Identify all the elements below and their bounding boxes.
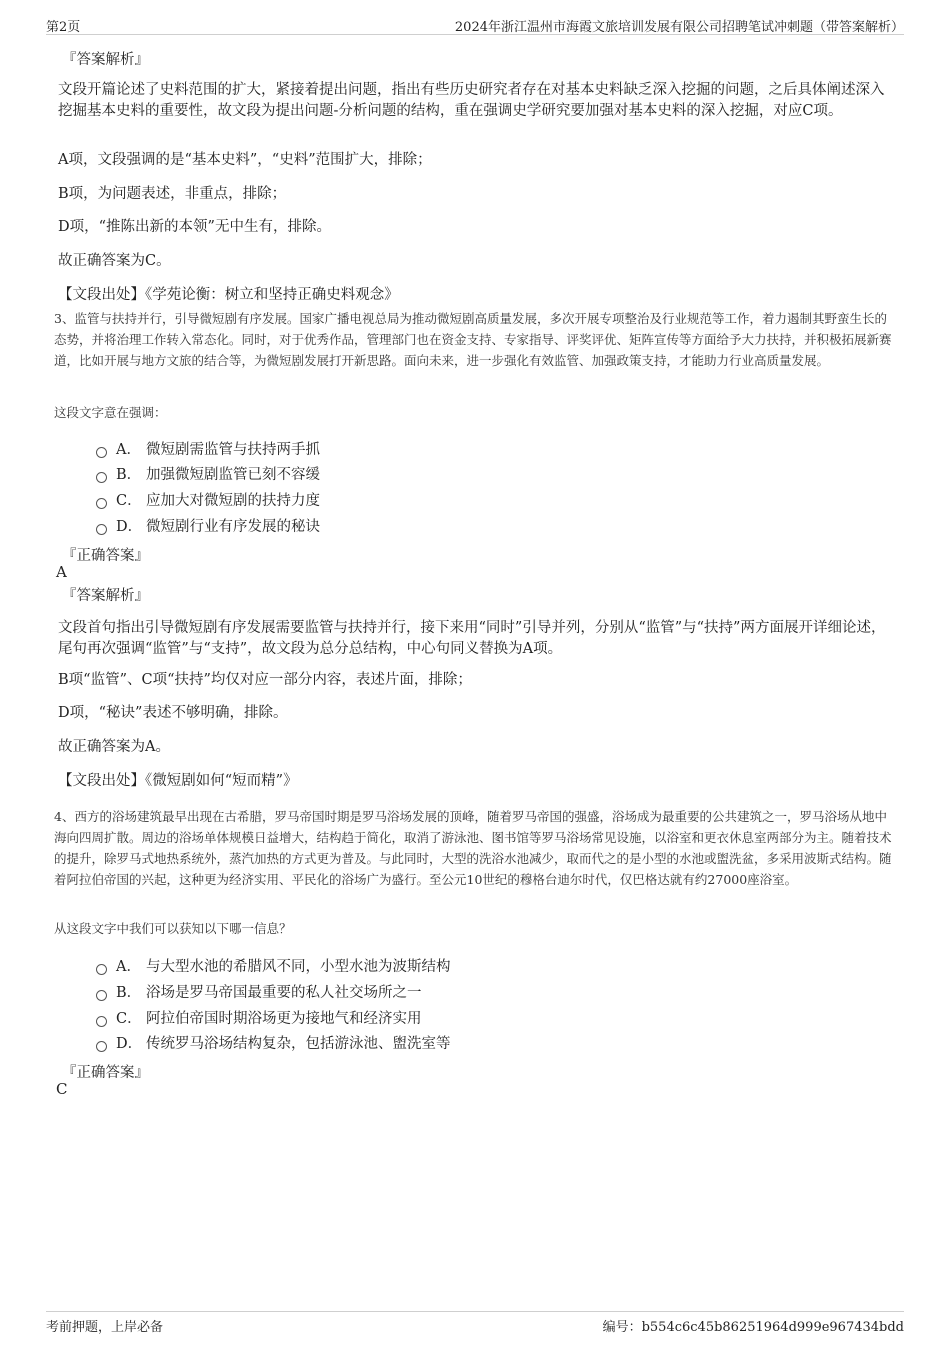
option-a[interactable]: A． 与大型水池的希腊风不同，小型水池为波斯结构	[96, 955, 451, 977]
analysis-paragraph: 文段首句指出引导微短剧有序发展需要监管与扶持并行，接下来用“同时”引导并列，分别从“监管”与“扶持”两方面展开详细论述，尾句再次强调“监管”与“支持”，故文段为总分总结构，中心句同义替换为A项。	[58, 620, 886, 657]
radio-icon[interactable]	[96, 498, 107, 509]
option-c[interactable]: C． 阿拉伯帝国时期浴场更为接地气和经济实用	[96, 1007, 422, 1029]
footer-slogan: 考前押题，上岸必备	[46, 1320, 164, 1335]
analysis-line: B项“监管”、C项“扶持”均仅对应一部分内容，表述片面，排除；	[58, 672, 472, 688]
answer-heading: 『正确答案』	[62, 1065, 149, 1081]
option-b[interactable]: B． 浴场是罗马帝国最重要的私人社交场所之一	[96, 981, 422, 1003]
radio-icon[interactable]	[96, 1016, 107, 1027]
correct-answer: A	[56, 563, 67, 581]
source-citation: 【文段出处】《微短剧如何“短而精”》	[58, 773, 298, 789]
question-prompt: 从这段文字中我们可以获知以下哪一信息？	[54, 921, 292, 936]
radio-icon[interactable]	[96, 990, 107, 1001]
analysis-line: D项，“推陈出新的本领”无中生有，排除。	[58, 219, 331, 235]
answer-heading: 『正确答案』	[62, 548, 149, 564]
analysis-line: B项，为问题表述，非重点，排除；	[58, 186, 287, 202]
radio-icon[interactable]	[96, 1041, 107, 1052]
radio-icon[interactable]	[96, 447, 107, 458]
option-c[interactable]: C． 应加大对微短剧的扶持力度	[96, 489, 320, 511]
source-citation: 【文段出处】《学苑论衡：树立和坚持正确史料观念》	[58, 287, 399, 303]
document-title: 2024年浙江温州市海霞文旅培训发展有限公司招聘笔试冲刺题（带答案解析）	[454, 20, 904, 35]
analysis-paragraph: 文段开篇论述了史料范围的扩大，紧接着提出问题，指出有些历史研究者存在对基本史料缺乏深入挖掘的问题，之后具体阐述深入挖掘基本史料的重要性，故文段为提出问题-分析问题的结构，重在强调史学研究要加强对基本史料的深入挖掘，对应C项。	[58, 82, 885, 119]
analysis-line: D项，“秘诀”表述不够明确，排除。	[58, 705, 288, 721]
conclusion: 故正确答案为A。	[58, 739, 170, 755]
question-text: 4、西方的浴场建筑最早出现在古希腊，罗马帝国时期是罗马浴场发展的顶峰，随着罗马帝国的强盛，浴场成为最重要的公共建筑之一，罗马浴场从地中海向四周扩散。周边的浴场单体规模日益增大，结构趋于简化，取消了游泳池、图书馆等罗马浴场常见设施，以浴室和更衣休息室两部分为主。随着技术的提升，除罗马式地热系统外，蒸汽加热的方式更为普及。与此同时，大型的洗浴水池减少，取而代之的是小型的水池或盥洗盆，多采用波斯式结构。随着阿拉伯帝国的兴起，这种更为经济实用、平民化的浴场广为盛行。至公元10世纪的穆格台迪尔时代，仅巴格达就有约27000座浴室。	[54, 809, 892, 887]
question-text: 3、监管与扶持并行，引导微短剧有序发展。国家广播电视总局为推动微短剧高质量发展，多次开展专项整治及行业规范等工作，着力遏制其野蛮生长的态势，并将治理工作转入常态化。同时，对于优秀作品，管理部门也在资金支持、专家指导、评奖评优、矩阵宣传等方面给予大力扶持，并积极拓展新赛道，比如开展与地方文旅的结合等，为微短剧发展打开新思路。面向未来，进一步强化有效监管、加强政策支持，才能助力行业高质量发展。	[54, 311, 892, 368]
option-a[interactable]: A． 微短剧需监管与扶持两手抓	[96, 438, 320, 460]
radio-icon[interactable]	[96, 472, 107, 483]
page-footer	[46, 1311, 904, 1338]
radio-icon[interactable]	[96, 964, 107, 975]
option-b[interactable]: B． 加强微短剧监管已刻不容缓	[96, 463, 320, 485]
analysis-heading: 『答案解析』	[62, 52, 149, 68]
document-id: 编号：b554c6c45b86251964d999e967434bdd	[602, 1320, 904, 1335]
analysis-heading: 『答案解析』	[62, 588, 149, 604]
analysis-line: A项，文段强调的是“基本史料”，“史料”范围扩大，排除；	[58, 152, 432, 168]
correct-answer: C	[56, 1080, 68, 1098]
conclusion: 故正确答案为C。	[58, 253, 171, 269]
page-header	[46, 14, 904, 35]
option-d[interactable]: D． 传统罗马浴场结构复杂，包括游泳池、盥洗室等	[96, 1032, 451, 1054]
radio-icon[interactable]	[96, 524, 107, 535]
question-prompt: 这段文字意在强调：	[54, 405, 167, 420]
page-number: 第2页	[46, 20, 81, 35]
option-d[interactable]: D． 微短剧行业有序发展的秘诀	[96, 515, 320, 537]
